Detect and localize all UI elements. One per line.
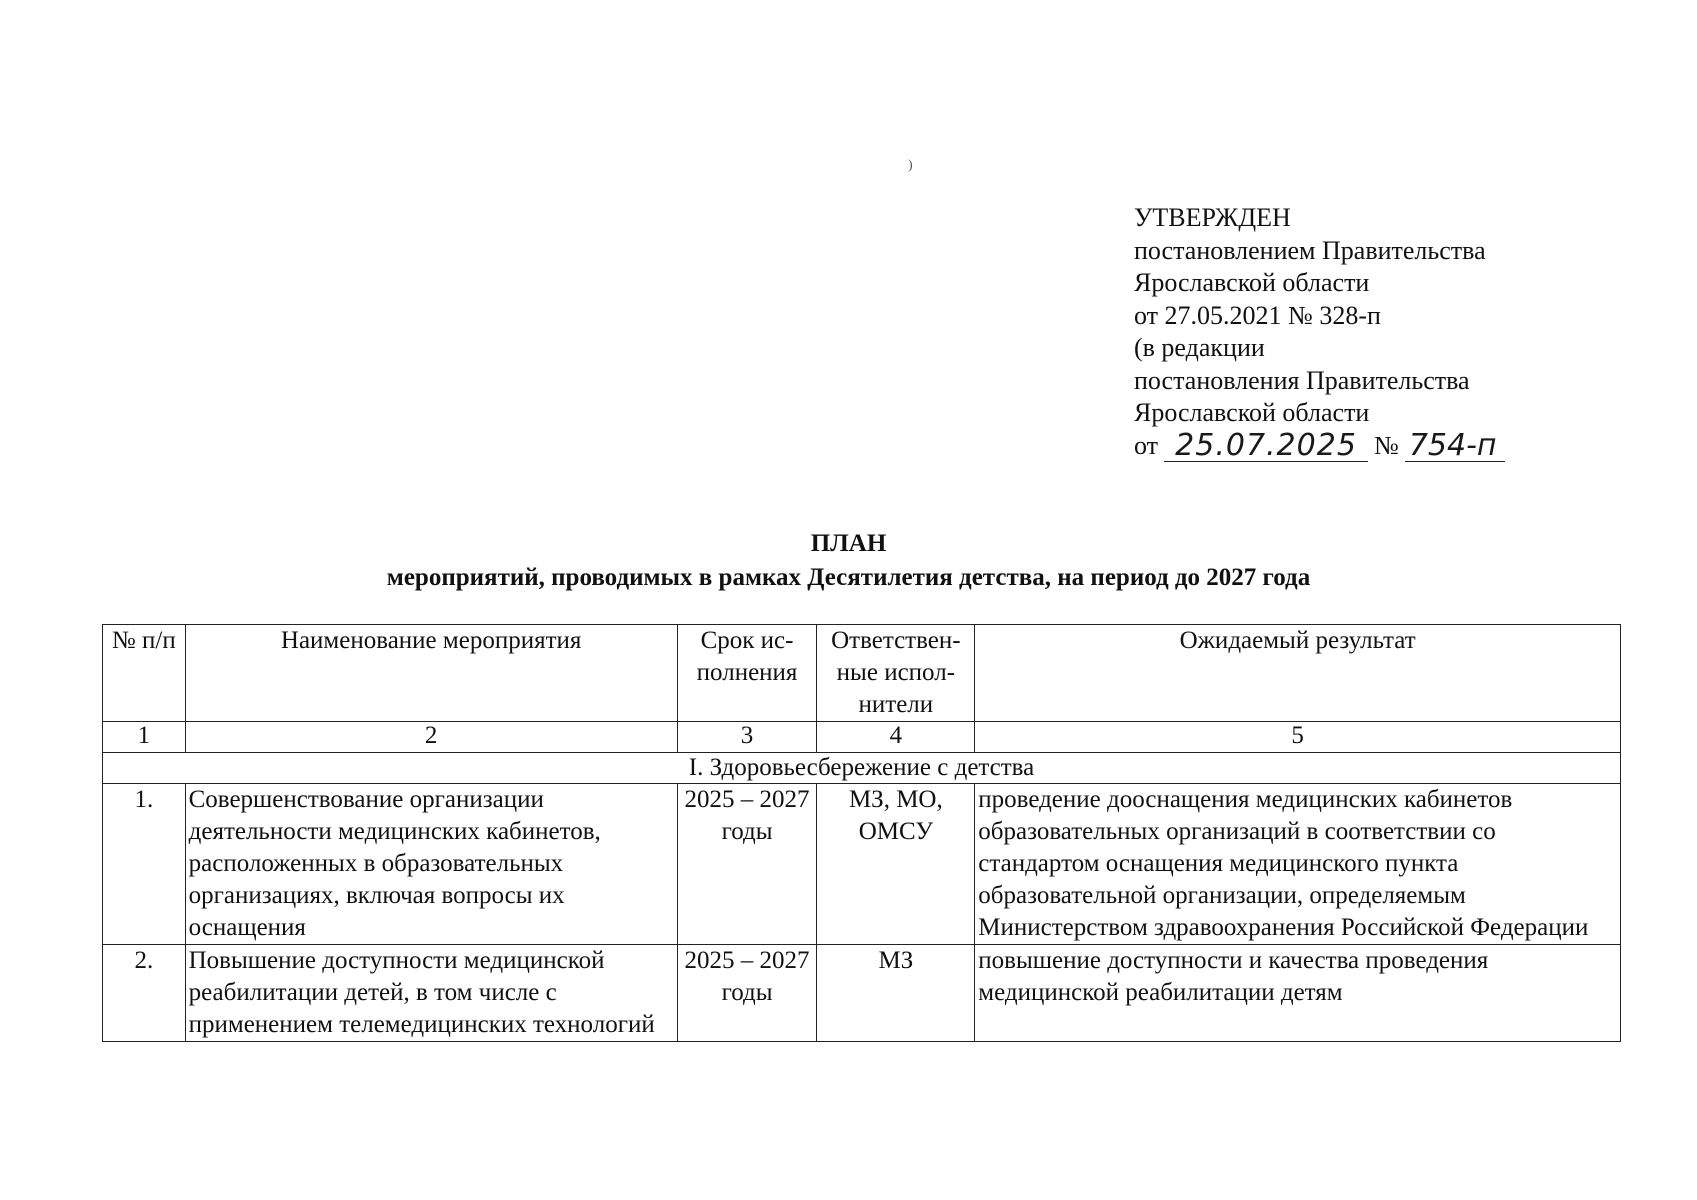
column-number: 4 [817, 722, 975, 753]
table-row [103, 945, 1621, 1042]
table-header-row [103, 625, 1621, 722]
header-cell-responsible: Ответствен-ные испол-нители [817, 625, 975, 722]
date-prefix: от [1134, 430, 1159, 460]
plan-heading: ПЛАН [810, 530, 887, 557]
header-cell-number: № п/п [103, 625, 186, 722]
header-cell-result: Ожидаемый результат [975, 625, 1621, 722]
approval-line: Ярославской области [1134, 398, 1370, 427]
column-number-row [103, 722, 1621, 753]
row-result: проведение дооснащения медицинских кабинетов образовательных организаций в соответствии со стандартом оснащения медицинского пункта образовательной организации, определяемым Министерством здравоохранения Российской Федерации [975, 784, 1621, 945]
scan-speck: ) [908, 158, 913, 173]
plan-subtitle: мероприятий, проводимых в рамках Десятилетия детства, на период до 2027 года [386, 564, 1311, 591]
approval-line: (в редакции [1134, 333, 1265, 362]
table-row [103, 784, 1621, 945]
number-prefix: № [1374, 430, 1399, 460]
approval-line: постановления Правительства [1134, 365, 1470, 395]
row-number: 1. [103, 784, 186, 945]
row-term: 2025 – 2027 годы [677, 945, 817, 1042]
approval-stamp-block [1134, 202, 1511, 462]
approval-line: от 27.05.2021 № 328-п [1134, 300, 1381, 330]
header-cell-term: Срок ис-полнения [677, 625, 817, 722]
section-title: I. Здоровьесбережение с детства [103, 753, 1621, 784]
approval-line: Ярославской области [1134, 268, 1370, 297]
row-name: Совершенствование организации деятельности медицинских кабинетов, расположенных в образовательных организациях, включая вопросы их оснащения [185, 784, 677, 945]
row-responsible: МЗ, МО, ОМСУ [817, 784, 975, 945]
approval-date-line [1134, 430, 1511, 463]
approval-line: постановлением Правительства [1134, 235, 1486, 265]
document-title [0, 527, 1697, 595]
plan-table [102, 624, 1621, 1042]
column-number: 2 [185, 722, 677, 753]
row-number: 2. [103, 945, 186, 1042]
row-responsible: МЗ [817, 945, 975, 1042]
handwritten-number: 754-п [1405, 431, 1505, 462]
column-number: 1 [103, 722, 186, 753]
row-name: Повышение доступности медицинской реабилитации детей, в том числе с применением телемедицинских технологий [185, 945, 677, 1042]
row-result: повышение доступности и качества проведения медицинской реабилитации детям [975, 945, 1621, 1042]
handwritten-date: 25.07.2025 [1164, 431, 1368, 462]
approval-line: УТВЕРЖДЕН [1134, 203, 1291, 232]
section-row [103, 753, 1621, 784]
column-number: 5 [975, 722, 1621, 753]
row-term: 2025 – 2027 годы [677, 784, 817, 945]
header-cell-name: Наименование мероприятия [185, 625, 677, 722]
column-number: 3 [677, 722, 817, 753]
